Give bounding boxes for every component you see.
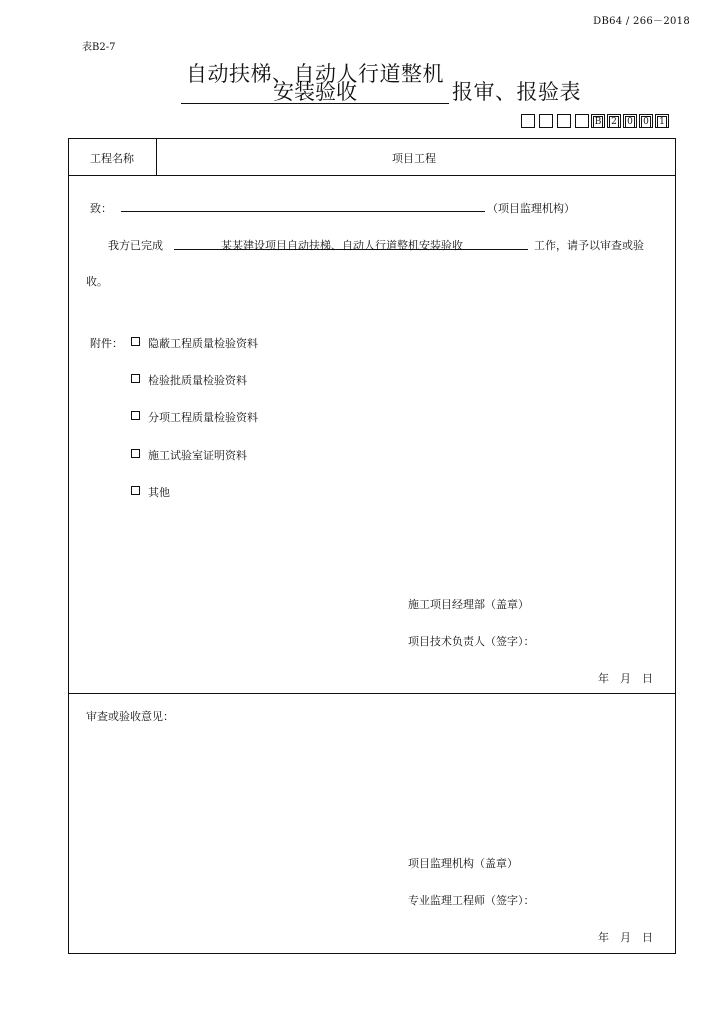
code-box[interactable] [557, 114, 571, 128]
code-box[interactable] [575, 114, 589, 128]
code-box[interactable]: 1 [655, 114, 669, 128]
to-suffix: （项目监理机构） [487, 202, 575, 215]
to-label: 致： [90, 202, 112, 215]
supervisor-seal-label: 项目监理机构（盖章） [408, 857, 518, 870]
code-box[interactable] [521, 114, 535, 128]
attachment-item: 施工试验室证明资料 [148, 449, 247, 462]
code-box[interactable]: 0 [623, 114, 637, 128]
contractor-seal-label: 施工项目经理部（盖章） [408, 598, 529, 611]
body-suffix: 工作，请予以审查或验 [534, 239, 644, 252]
attachment-item: 分项工程质量检验资料 [148, 411, 258, 424]
attachment-checkbox[interactable] [131, 337, 140, 346]
attachment-checkbox[interactable] [131, 411, 140, 420]
attachment-checkbox[interactable] [131, 374, 140, 383]
completed-work-field[interactable]: 某某建设项目自动扶梯、自动人行道整机安装验收 [221, 239, 463, 252]
project-name-label: 工程名称 [90, 152, 134, 165]
column-divider [156, 138, 157, 175]
review-date[interactable]: 年 月 日 [598, 931, 653, 944]
supervising-engineer-signature-label[interactable]: 专业监理工程师（签字）： [408, 894, 535, 907]
form-table [68, 138, 676, 954]
code-box[interactable]: B [591, 114, 605, 128]
attachments-label: 附件： [90, 337, 123, 350]
code-box[interactable]: 2 [607, 114, 621, 128]
attachment-item: 其他 [148, 486, 170, 499]
to-recipient-field[interactable] [121, 211, 485, 212]
review-opinion-label: 审查或验收意见： [86, 710, 174, 723]
attachment-checkbox[interactable] [131, 486, 140, 495]
row-divider [68, 693, 676, 694]
attachment-item: 隐蔽工程质量检验资料 [148, 337, 258, 350]
code-box[interactable]: 0 [639, 114, 653, 128]
body-prefix: 我方已完成 [108, 239, 163, 252]
attachment-item: 检验批质量检验资料 [148, 374, 247, 387]
row-divider [68, 175, 676, 176]
application-date[interactable]: 年 月 日 [598, 672, 653, 685]
project-name-value[interactable]: 项目工程 [392, 152, 436, 165]
body-wrap: 收。 [86, 275, 108, 288]
form-title-line1: 自动扶梯、自动人行道整机 [186, 62, 444, 86]
standard-number: DB64 / 266－2018 [593, 16, 690, 27]
form-title-underlined: 安装验收 [181, 81, 449, 104]
attachment-checkbox[interactable] [131, 449, 140, 458]
code-box[interactable] [539, 114, 553, 128]
technical-lead-signature-label[interactable]: 项目技术负责人（签字）： [408, 635, 535, 648]
form-title-suffix: 报审、报验表 [452, 80, 581, 104]
form-number: 表B2-7 [82, 42, 116, 53]
